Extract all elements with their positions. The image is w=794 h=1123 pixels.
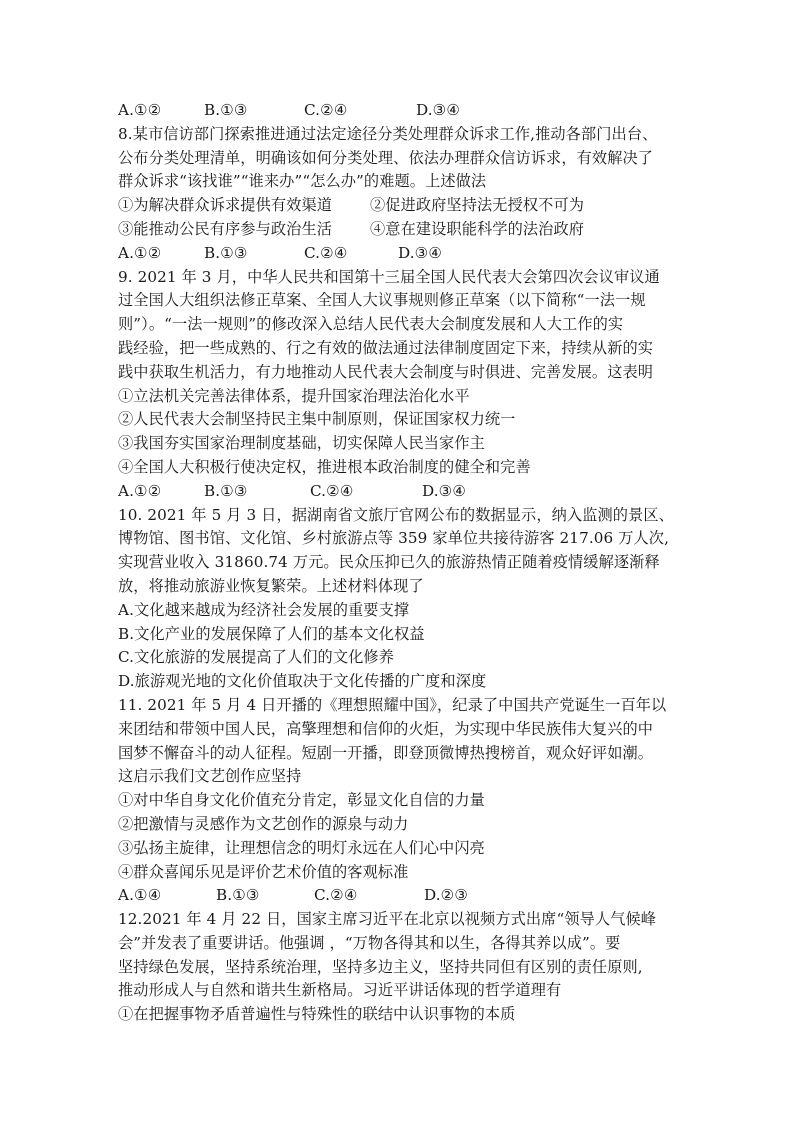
q11-options <box>118 884 688 908</box>
q12-statement-1: ①在把握事物矛盾普遍性与特殊性的联结中认识事物的本质 <box>118 1005 516 1024</box>
q9-option-b: B.①③ <box>204 481 248 500</box>
q9-options <box>118 480 688 504</box>
q8-statements-row <box>118 194 688 218</box>
q8-statements-row <box>118 218 688 242</box>
q8-option-c: C.②④ <box>304 243 348 262</box>
q8-options <box>118 242 688 266</box>
q11-statement-1: ①对中华自身文化价值充分肯定，彰显文化自信的力量 <box>118 791 485 810</box>
q8-statement-2: ②促进政府坚持法无授权不可为 <box>370 196 585 215</box>
q9-statement-2: ②人民代表大会制坚持民主集中制原则，保证国家权力统一 <box>118 410 516 429</box>
q7-options <box>118 99 688 123</box>
q9-statement-3: ③我国夯实国家治理制度基础，切实保障人民当家作主 <box>118 434 485 453</box>
q11-stem-line: 来团结和带领中国人民，高擎理想和信仰的火炬，为实现中华民族伟大复兴的中 <box>118 719 654 738</box>
q7-option-d: D.③④ <box>416 101 461 119</box>
q10-stem-line: 实现营业收入 31860.74 万元。民众压抑已久的旅游热情正随着疫情缓解逐渐释 <box>118 553 660 572</box>
q11-option-b: B.①③ <box>216 886 260 905</box>
q12-stem-line: 坚持绿色发展，坚持系统治理，坚持多边主义，坚持共同但有区别的责任原则, <box>118 957 643 976</box>
q11-stem-line: 国梦不懈奋斗的动人征程。短剧一开播，即登顶微博热搜榜首，观众好评如潮。 <box>118 743 654 762</box>
q11-option-a: A.①④ <box>118 886 162 905</box>
q11-statement-2: ②把激情与灵感作为文艺创作的源泉与动力 <box>118 814 409 833</box>
q9-option-c: C.②④ <box>310 481 354 500</box>
q8-stem-line: 8.某市信访部门探索推进通过法定途径分类处理群众诉求工作,推动各部门出台、 <box>118 124 658 143</box>
q9-stem-line: 9. 2021 年 3 月，中华人民共和国第十三届全国人民代表大会第四次会议审议通 <box>118 267 660 286</box>
q11-statement-4: ④群众喜闻乐见是评价艺术价值的客观标准 <box>118 862 409 881</box>
exam-content <box>118 99 688 1027</box>
q8-option-a: A.①② <box>118 243 162 262</box>
q11-option-c: C.②④ <box>314 886 358 905</box>
q8-stem-line: 公布分类处理清单，明确该如何分类处理、依法办理群众信访诉求，有效解决了 <box>118 148 654 167</box>
q11-stem-line: 这启示我们文艺创作应坚持 <box>118 767 302 786</box>
q12-stem-line: 会”并发表了重要讲话。他强调 ，“万物各得其和以生，各得其养以成”。要 <box>118 933 621 952</box>
q12-stem-line: 12.2021 年 4 月 22 日，国家主席习近平在北京以视频方式出席“领导人气候峰 <box>118 910 657 929</box>
q7-option-a: A.①② <box>118 101 162 119</box>
q12-stem-line: 推动形成人与自然和谐共生新格局。习近平讲话体现的哲学道理有 <box>118 981 562 1000</box>
q7-option-c: C.②④ <box>304 101 348 119</box>
q7-option-b: B.①③ <box>204 101 248 119</box>
q8-option-d: D.③④ <box>398 243 443 262</box>
q9-option-a: A.①② <box>118 481 162 500</box>
q10-choice-a: A.文化越来越成为经济社会发展的重要支撑 <box>118 600 410 619</box>
q9-stem-line: 践中获取生机活力，有力地推动人民代表大会制度与时俱进、完善发展。这表明 <box>118 362 654 381</box>
q10-choice-b: B.文化产业的发展保障了人们的基本文化权益 <box>118 624 425 643</box>
q9-stem-line: 则”）。“一法一规则”的修改深入总结人民代表大会制度发展和人大工作的实 <box>118 315 624 334</box>
q10-stem-line: 博物馆、图书馆、文化馆、乡村旅游点等 359 家单位共接待游客 217.06 万人次, <box>118 529 670 548</box>
q9-statement-4: ④全国人大积极行使决定权，推进根本政治制度的健全和完善 <box>118 457 531 476</box>
q8-statement-3: ③能推动公民有序参与政治生活 <box>118 219 333 238</box>
q8-statement-4: ④意在建设职能科学的法治政府 <box>370 219 585 238</box>
q8-option-b: B.①③ <box>204 243 248 262</box>
q11-statement-3: ③弘扬主旋律，让理想信念的明灯永远在人们心中闪亮 <box>118 838 485 857</box>
q10-stem-line: 10. 2021 年 5 月 3 日，据湖南省文旅厅官网公布的数据显示，纳入监测的景区、 <box>118 505 674 524</box>
q9-stem-line: 践经验，把一些成熟的、行之有效的做法通过法律制度固定下来，持续从新的实 <box>118 338 654 357</box>
q8-statement-1: ①为解决群众诉求提供有效渠道 <box>118 196 333 215</box>
q10-choice-d: D.旅游观光地的文化价值取决于文化传播的广度和深度 <box>118 672 487 691</box>
q11-option-d: D.②③ <box>424 886 469 905</box>
q10-stem-line: 放，将推动旅游业恢复繁荣。上述材料体现了 <box>118 576 424 595</box>
q8-stem-line: 群众诉求“该找谁”“谁来办”“怎么办”的难题。上述做法 <box>118 172 487 191</box>
q9-statement-1: ①立法机关完善法律体系，提升国家治理法治化水平 <box>118 386 470 405</box>
q10-choice-c: C.文化旅游的发展提高了人们的文化修养 <box>118 648 394 667</box>
q9-stem-line: 过全国人大组织法修正草案、全国人大议事规则修正草案（以下简称“一法一规 <box>118 291 646 310</box>
q9-option-d: D.③④ <box>422 481 467 500</box>
q11-stem-line: 11. 2021 年 5 月 4 日开播的《理想照耀中国》，纪录了中国共产党诞生一百年以 <box>118 695 667 714</box>
